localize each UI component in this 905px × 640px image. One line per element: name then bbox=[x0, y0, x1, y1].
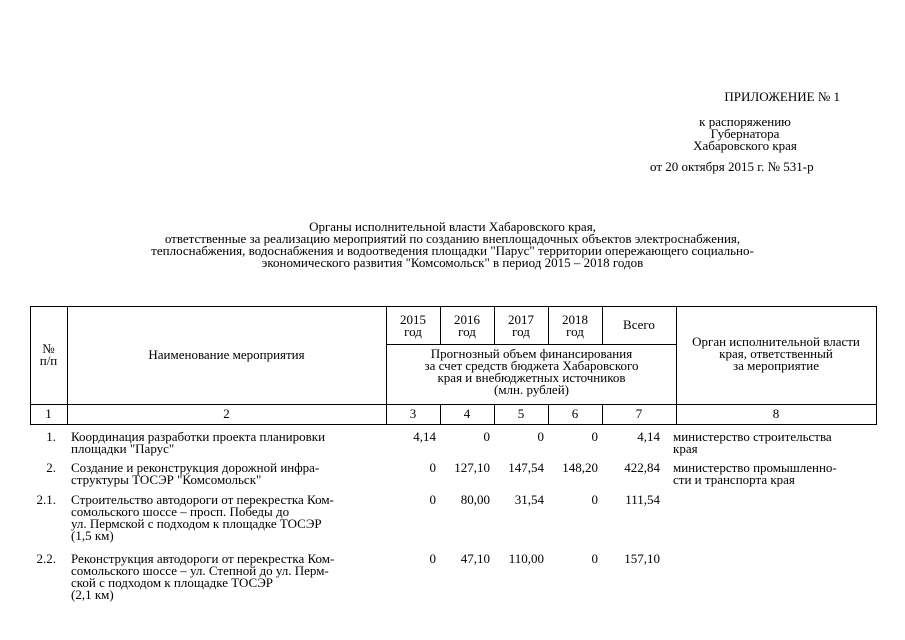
value-2018: 0 bbox=[591, 492, 598, 507]
row-number: 2. bbox=[46, 460, 56, 475]
org-header-line: за мероприятие bbox=[733, 358, 819, 373]
header-text: п/п bbox=[39, 353, 58, 368]
org-header-line: края, ответственный bbox=[719, 346, 833, 361]
row-name-line: сомольского шоссе – просп. Победы до bbox=[71, 504, 290, 519]
appendix-line: к распоряжению bbox=[699, 114, 791, 129]
value-total: 422,84 bbox=[624, 460, 660, 475]
column-number-header bbox=[30, 343, 67, 367]
grid-line bbox=[30, 424, 877, 425]
row-name bbox=[71, 553, 376, 601]
row-org-line: министерство строительства bbox=[673, 429, 832, 444]
value-2015: 0 bbox=[429, 460, 436, 475]
row-number: 1. bbox=[46, 429, 56, 444]
value-2016: 0 bbox=[483, 429, 490, 444]
column-index: 2 bbox=[223, 406, 230, 421]
appendix-line: Хабаровского края bbox=[693, 138, 797, 153]
value-2016: 47,10 bbox=[460, 551, 490, 566]
value-2017: 0 bbox=[537, 429, 544, 444]
row-number: 2.1. bbox=[36, 492, 56, 507]
column-index: 6 bbox=[571, 406, 579, 421]
value-2016: 80,00 bbox=[460, 492, 490, 507]
value-2018: 0 bbox=[591, 551, 598, 566]
value-2018: 148,20 bbox=[562, 460, 598, 475]
row-name-line: (1,5 км) bbox=[71, 528, 114, 543]
row-name-line: Создание и реконструкция дорожной инфра- bbox=[71, 460, 320, 475]
title-line: экономического развития "Комсомольск" в период 2015 – 2018 годов bbox=[261, 255, 644, 270]
row-org-line: министерство промышленно- bbox=[673, 460, 837, 475]
appendix-header bbox=[640, 91, 850, 173]
org-header-line: Орган исполнительной власти bbox=[692, 334, 860, 349]
year-unit: год bbox=[404, 324, 422, 339]
row-name-line: площадки "Парус" bbox=[71, 441, 175, 456]
year-header bbox=[548, 314, 602, 338]
year-header bbox=[494, 314, 548, 338]
column-index: 1 bbox=[45, 406, 52, 421]
grid-line bbox=[30, 306, 877, 307]
row-name bbox=[71, 431, 376, 455]
row-name-line: Строительство автодороги от перекрестка Ком- bbox=[71, 492, 334, 507]
year-text: 2017 bbox=[508, 312, 534, 327]
value-2017: 31,54 bbox=[514, 492, 544, 507]
column-org-header bbox=[676, 336, 876, 372]
row-name-line: ской с подходом к площадке ТОСЭР bbox=[71, 575, 274, 590]
row-name-line: сомольского шоссе – ул. Степной до ул. Перм- bbox=[71, 563, 329, 578]
header-text: № bbox=[42, 341, 55, 356]
column-index: 4 bbox=[463, 406, 471, 421]
grid-line bbox=[386, 344, 677, 345]
title-line: ответственные за реализацию мероприятий по созданию внеплощадочных объектов электроснабжения, bbox=[164, 231, 741, 246]
financing-header bbox=[386, 348, 677, 396]
row-name bbox=[71, 462, 376, 486]
year-header bbox=[386, 314, 440, 338]
financing-line: (млн. рублей) bbox=[494, 382, 569, 397]
column-index: 7 bbox=[635, 406, 643, 421]
row-name-line: структуры ТОСЭР "Комсомольск" bbox=[71, 472, 262, 487]
value-2015: 0 bbox=[429, 551, 436, 566]
row-name-line: ул. Пермской с подходом к площадке ТОСЭР bbox=[71, 516, 322, 531]
total-header: Всего bbox=[623, 317, 655, 332]
row-name bbox=[71, 494, 376, 542]
row-name-line: Координация разработки проекта планировки bbox=[71, 429, 326, 444]
column-index: 5 bbox=[517, 406, 525, 421]
order-reference: от 20 октября 2015 г. № 531-р bbox=[650, 159, 814, 174]
row-org bbox=[673, 462, 873, 486]
year-text: 2018 bbox=[562, 312, 588, 327]
column-name-header: Наименование мероприятия bbox=[148, 347, 305, 362]
value-2015: 4,14 bbox=[413, 429, 436, 444]
year-header bbox=[440, 314, 494, 338]
grid-line bbox=[876, 306, 877, 425]
table-header bbox=[30, 306, 877, 425]
row-name-line: (2,1 км) bbox=[71, 587, 114, 602]
value-total: 4,14 bbox=[637, 429, 660, 444]
financing-line: Прогнозный объем финансирования bbox=[430, 346, 633, 361]
value-total: 111,54 bbox=[625, 492, 660, 507]
year-unit: год bbox=[512, 324, 530, 339]
row-org-line: сти и транспорта края bbox=[673, 472, 795, 487]
year-unit: год bbox=[458, 324, 476, 339]
value-2016: 127,10 bbox=[454, 460, 490, 475]
grid-line bbox=[30, 404, 877, 405]
year-text: 2016 bbox=[454, 312, 480, 327]
value-2015: 0 bbox=[429, 492, 436, 507]
value-2017: 147,54 bbox=[508, 460, 544, 475]
column-index: 8 bbox=[772, 406, 780, 421]
document-title bbox=[80, 221, 825, 269]
value-2018: 0 bbox=[591, 429, 598, 444]
value-2017: 110,00 bbox=[508, 551, 544, 566]
appendix-line: Губернатора bbox=[710, 126, 780, 141]
title-line: Органы исполнительной власти Хабаровского края, bbox=[309, 219, 596, 234]
value-total: 157,10 bbox=[624, 551, 660, 566]
year-text: 2015 bbox=[400, 312, 426, 327]
title-line: теплоснабжения, водоснабжения и водоотведения площадки "Парус" территории опережающего социально- bbox=[151, 243, 754, 258]
financing-line: края и внебюджетных источников bbox=[437, 370, 626, 385]
financing-line: за счет средств бюджета Хабаровского bbox=[424, 358, 639, 373]
row-number: 2.2. bbox=[36, 551, 56, 566]
year-unit: год bbox=[566, 324, 584, 339]
appendix-title: ПРИЛОЖЕНИЕ № 1 bbox=[724, 89, 840, 104]
column-index: 3 bbox=[409, 406, 417, 421]
row-org-line: края bbox=[673, 441, 698, 456]
row-name-line: Реконструкция автодороги от перекрестка Ком- bbox=[71, 551, 335, 566]
row-org bbox=[673, 431, 873, 455]
